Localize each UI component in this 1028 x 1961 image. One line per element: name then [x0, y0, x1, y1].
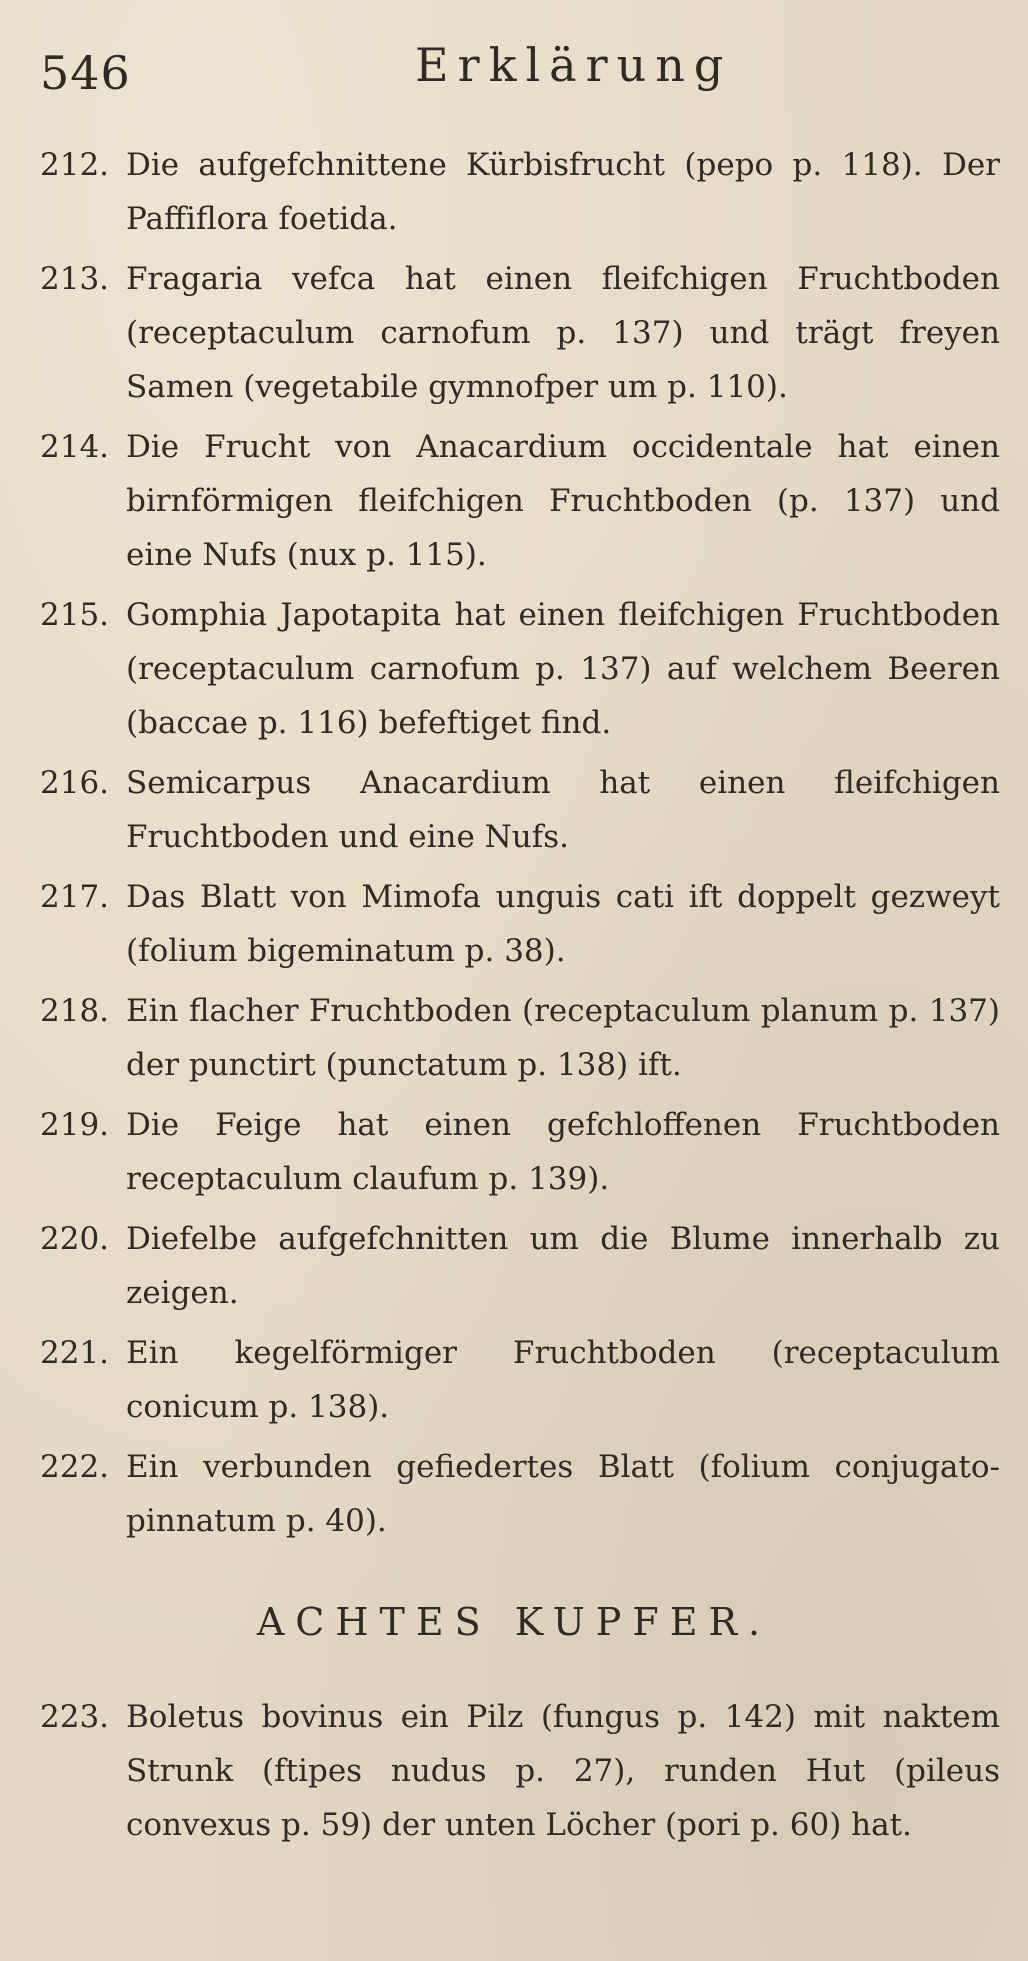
entry-number: 220.	[40, 1221, 110, 1257]
list-item	[40, 984, 1000, 1092]
entry-text: Gomphia Japotapita hat einen fleifchigen Fruchtboden (receptaculum carnofum p. 137) auf welchem Beeren (baccae p. 116) befeftiget find.	[126, 597, 1000, 741]
entry-number: 215.	[40, 597, 110, 633]
entry-text: Die Feige hat einen gefchloffenen Fruchtboden receptaculum claufum p. 139).	[126, 1107, 1000, 1197]
list-item	[40, 870, 1000, 978]
entry-text: Die aufgefchnittene Kürbisfrucht (pepo p. 118). Der Paffiflora foetida.	[126, 147, 1000, 237]
entry-text: Fragaria vefca hat einen fleifchigen Fruchtboden (receptaculum carnofum p. 137) und trägt freyen Samen (vegetabile gymnofper um p. 110).	[126, 261, 1000, 405]
running-title: Erklärung	[415, 38, 733, 92]
entry-number: 212.	[40, 147, 110, 183]
entry-number: 213.	[40, 261, 110, 297]
page-number: 546	[40, 46, 131, 100]
entry-number: 217.	[40, 879, 110, 915]
entry-text: Ein kegelförmiger Fruchtboden (receptaculum conicum p. 138).	[126, 1335, 1000, 1425]
list-item	[40, 420, 1000, 582]
entry-text: Diefelbe aufgefchnitten um die Blume innerhalb zu zeigen.	[126, 1221, 1000, 1311]
entry-number: 218.	[40, 993, 110, 1029]
section-heading: ACHTES KUPFER.	[256, 1600, 772, 1644]
entry-text: Das Blatt von Mimofa unguis cati ift doppelt gezweyt (folium bigeminatum p. 38).	[126, 879, 1000, 969]
entry-text: Ein verbunden gefiedertes Blatt (folium conjugato-pinnatum p. 40).	[126, 1449, 1000, 1539]
list-item	[40, 1326, 1000, 1434]
entry-text: Boletus bovinus ein Pilz (fungus p. 142) mit naktem Strunk (ftipes nudus p. 27), runden Hut (pileus convexus p. 59) der unten Löcher (pori p. 60) hat.	[126, 1699, 1000, 1843]
list-item	[40, 1212, 1000, 1320]
list-item	[40, 138, 1000, 246]
list-item	[40, 1098, 1000, 1206]
list-item	[40, 252, 1000, 414]
entry-number: 219.	[40, 1107, 110, 1143]
entry-text: Die Frucht von Anacardium occidentale hat einen birnförmigen fleifchigen Fruchtboden (p. 137) und eine Nufs (nux p. 115).	[126, 429, 1000, 573]
entry-text: Ein flacher Fruchtboden (receptaculum planum p. 137) der punctirt (punctatum p. 138) ift.	[126, 993, 1000, 1083]
list-item	[40, 1440, 1000, 1548]
list-item	[40, 1690, 1000, 1852]
plate-explanation-list-section2	[40, 1690, 1000, 1858]
list-item	[40, 756, 1000, 864]
plate-explanation-list	[40, 138, 1000, 1554]
entry-number: 214.	[40, 429, 110, 465]
page-header	[40, 38, 988, 108]
entry-number: 222.	[40, 1449, 110, 1485]
entry-number: 221.	[40, 1335, 110, 1371]
entry-number: 223.	[40, 1699, 110, 1735]
list-item	[40, 588, 1000, 750]
entry-text: Semicarpus Anacardium hat einen fleifchigen Fruchtboden und eine Nufs.	[126, 765, 1000, 855]
entry-number: 216.	[40, 765, 110, 801]
